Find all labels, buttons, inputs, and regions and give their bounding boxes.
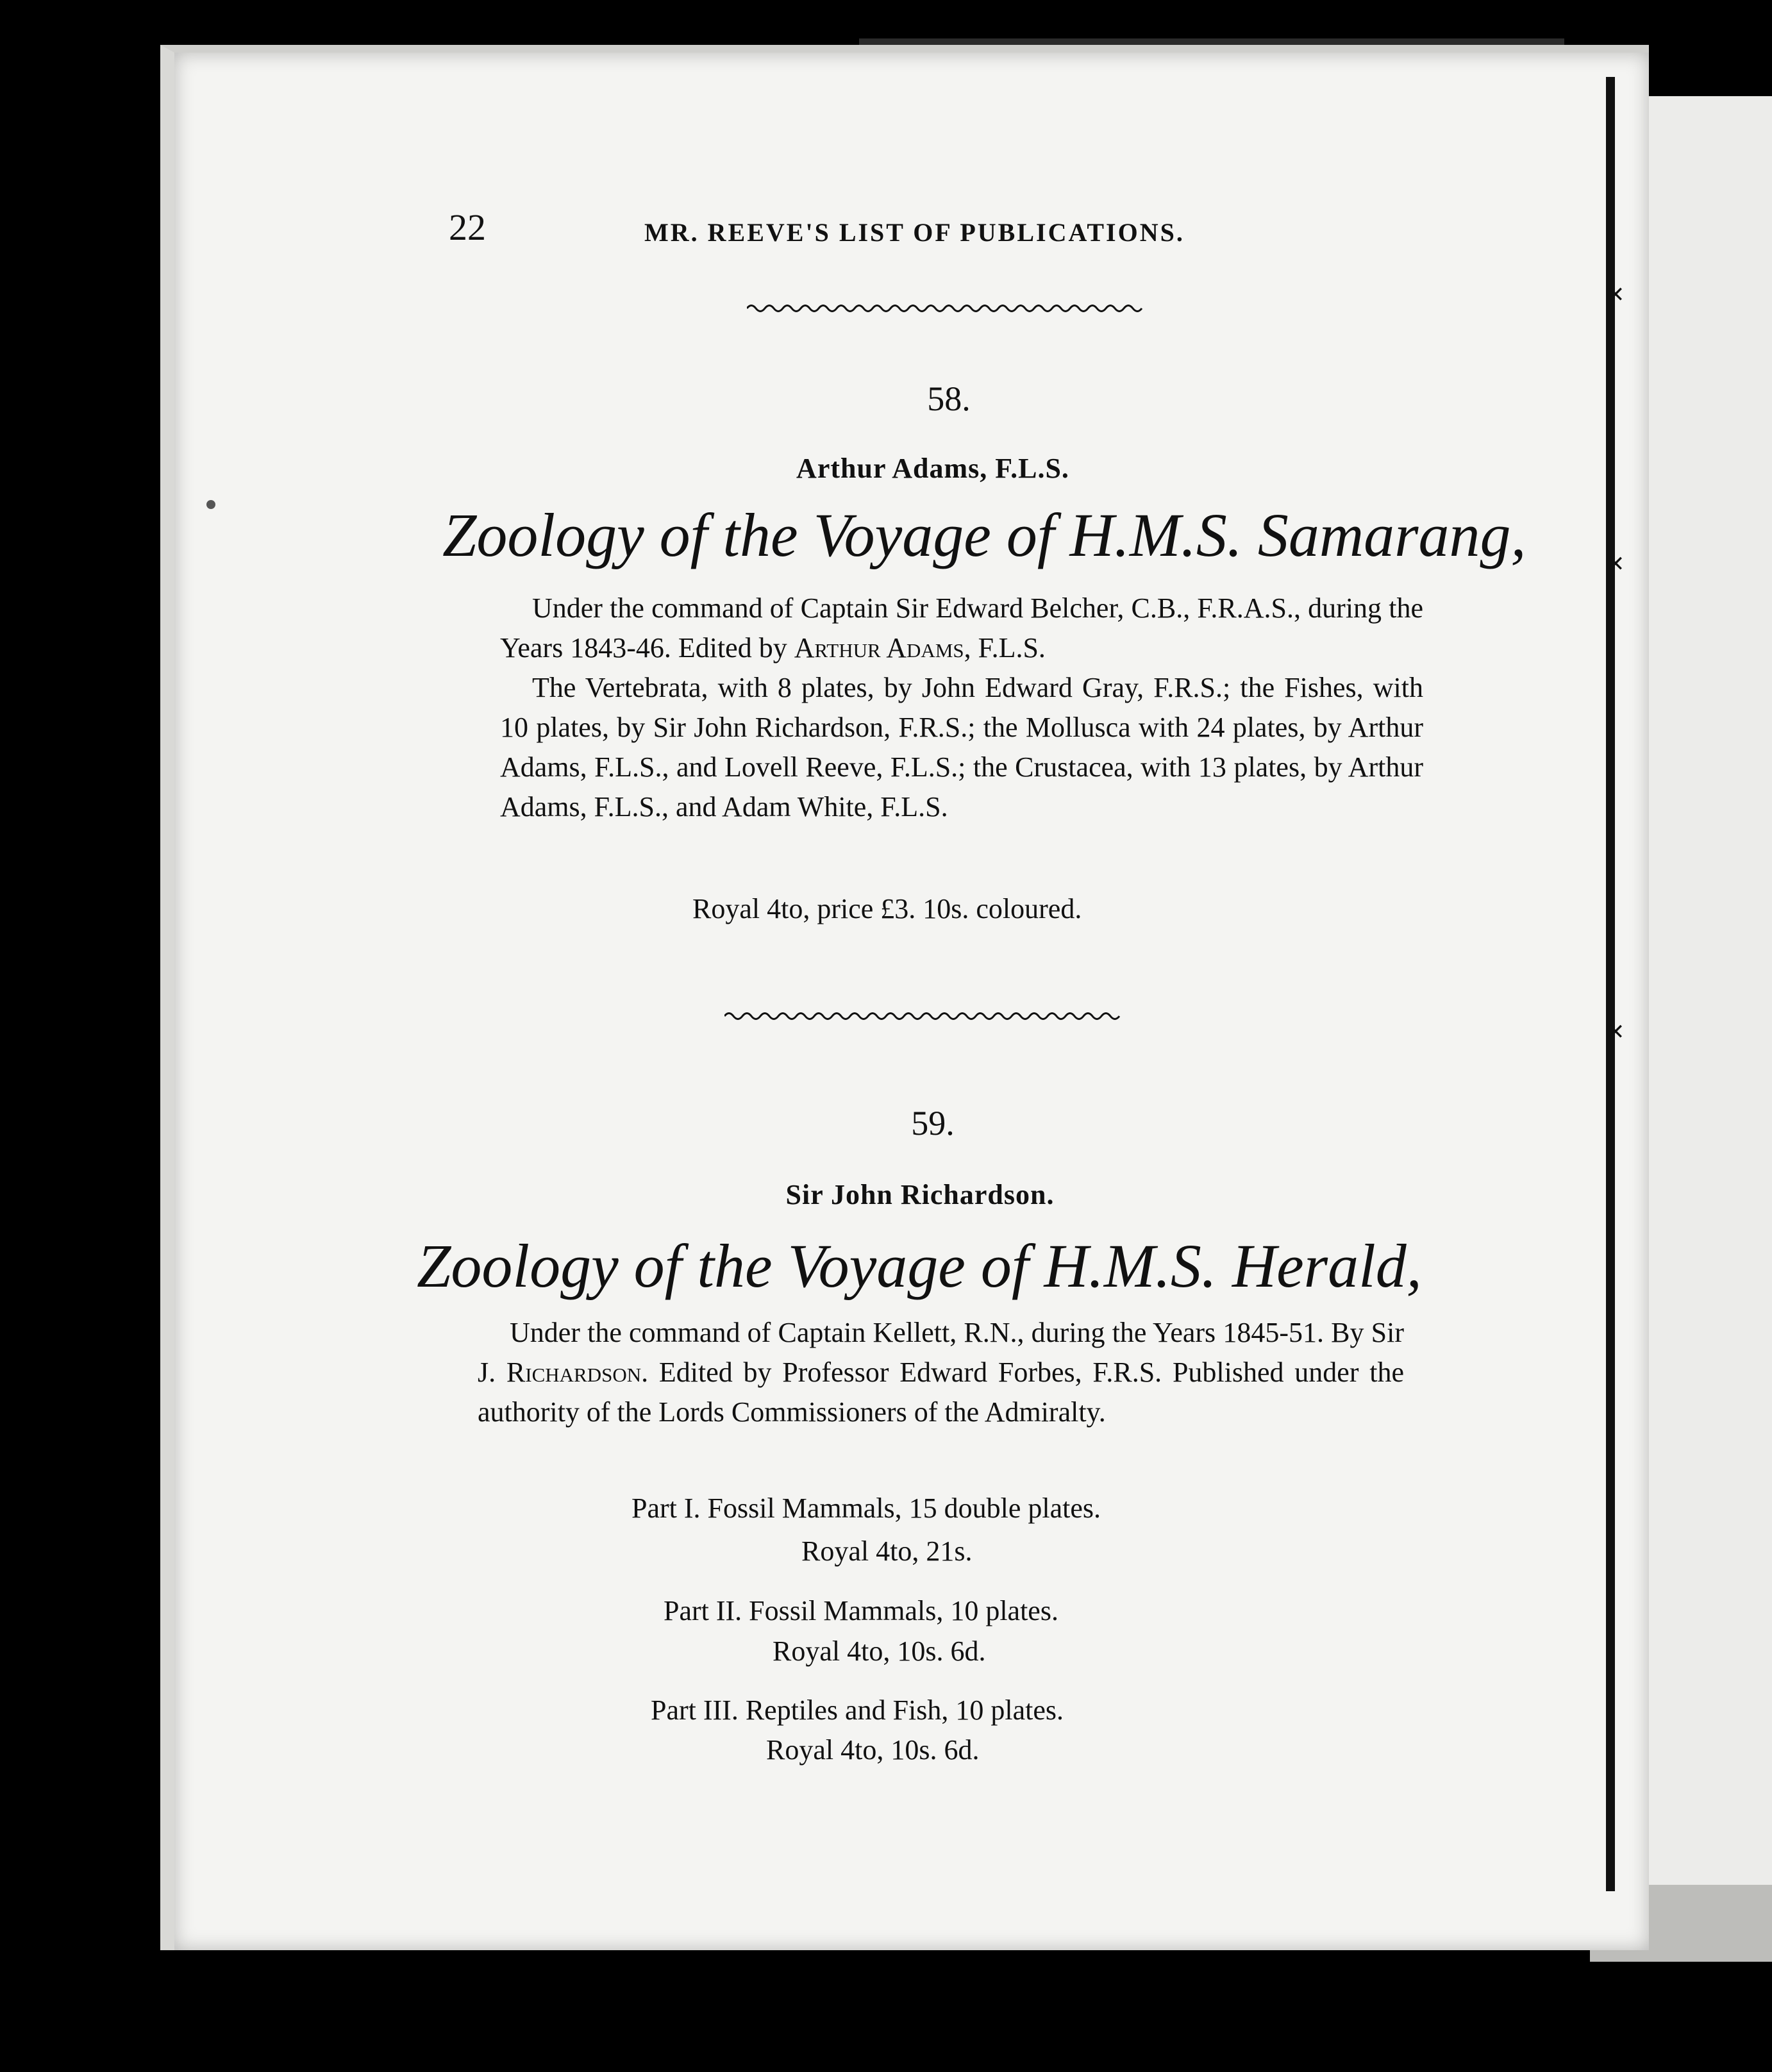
description-text: . Edited by Professor Edward Forbes, F.R.S. Published under the authority of the Lords Commissioners of the Admiralty. (478, 1357, 1404, 1428)
contents-paragraph: The Vertebrata, with 8 plates, by John Edward Gray, F.R.S.; the Fishes, with 10 plates, by Sir John Richardson, F.R.S.; the Mollusca with 24 plates, by Arthur Adams, F.L.S., and Lovell Reeve, F.L.S.; the Crustacea, with 13 plates, by Arthur Adams, F.L.S., and Adam White, F.L.S. (500, 672, 1423, 823)
part-price: Royal 4to, 21s. (801, 1535, 973, 1567)
part-price: Royal 4to, 10s. 6d. (766, 1734, 980, 1766)
ornamental-rule (724, 1008, 1122, 1024)
part-label: Part III. Reptiles and Fish, 10 plates. (651, 1694, 1064, 1726)
book-title: Zoology of the Voyage of H.M.S. Herald, (417, 1232, 1422, 1300)
part-label: Part I. Fossil Mammals, 15 double plates. (631, 1492, 1101, 1524)
entry-description (500, 589, 1423, 827)
dust-speck (206, 500, 215, 509)
description-text: , F.L.S. (964, 632, 1046, 664)
entry-description (478, 1313, 1404, 1432)
part-price: Royal 4to, 10s. 6d. (773, 1635, 986, 1667)
book-title: Zoology of the Voyage of H.M.S. Samarang, (442, 501, 1526, 569)
binding-stitch-icon: ✕ (1606, 551, 1625, 577)
entry-author: Arthur Adams, F.L.S. (796, 453, 1069, 484)
part-label: Part II. Fossil Mammals, 10 plates. (664, 1595, 1058, 1626)
entry-author: Sir John Richardson. (785, 1179, 1055, 1210)
editor-name: Arthur Adams (794, 632, 964, 664)
entry-number: 58. (927, 380, 971, 418)
description-text: Under the command of Captain Sir Edward Belcher, C.B., F.R.A.S., during the Years 1843-46. Edited by (500, 592, 1423, 664)
page-gutter-edge (1606, 77, 1615, 1891)
binding-stitch-icon: ✕ (1606, 1019, 1625, 1045)
author-name: Richardson (506, 1357, 642, 1388)
description-text: Under the command of Captain Kellett, R.N., during the Years 1845-51. By Sir J. (478, 1317, 1404, 1388)
adjacent-page (1632, 96, 1772, 1885)
running-head (449, 205, 1250, 263)
page-number: 22 (449, 206, 486, 248)
entry-number: 59. (911, 1104, 955, 1142)
running-title: MR. REEVE'S LIST OF PUBLICATIONS. (644, 218, 1185, 247)
ornamental-rule (747, 300, 1144, 317)
binding-stitch-icon: ✕ (1606, 282, 1625, 308)
price-line: Royal 4to, price £3. 10s. coloured. (692, 893, 1082, 924)
